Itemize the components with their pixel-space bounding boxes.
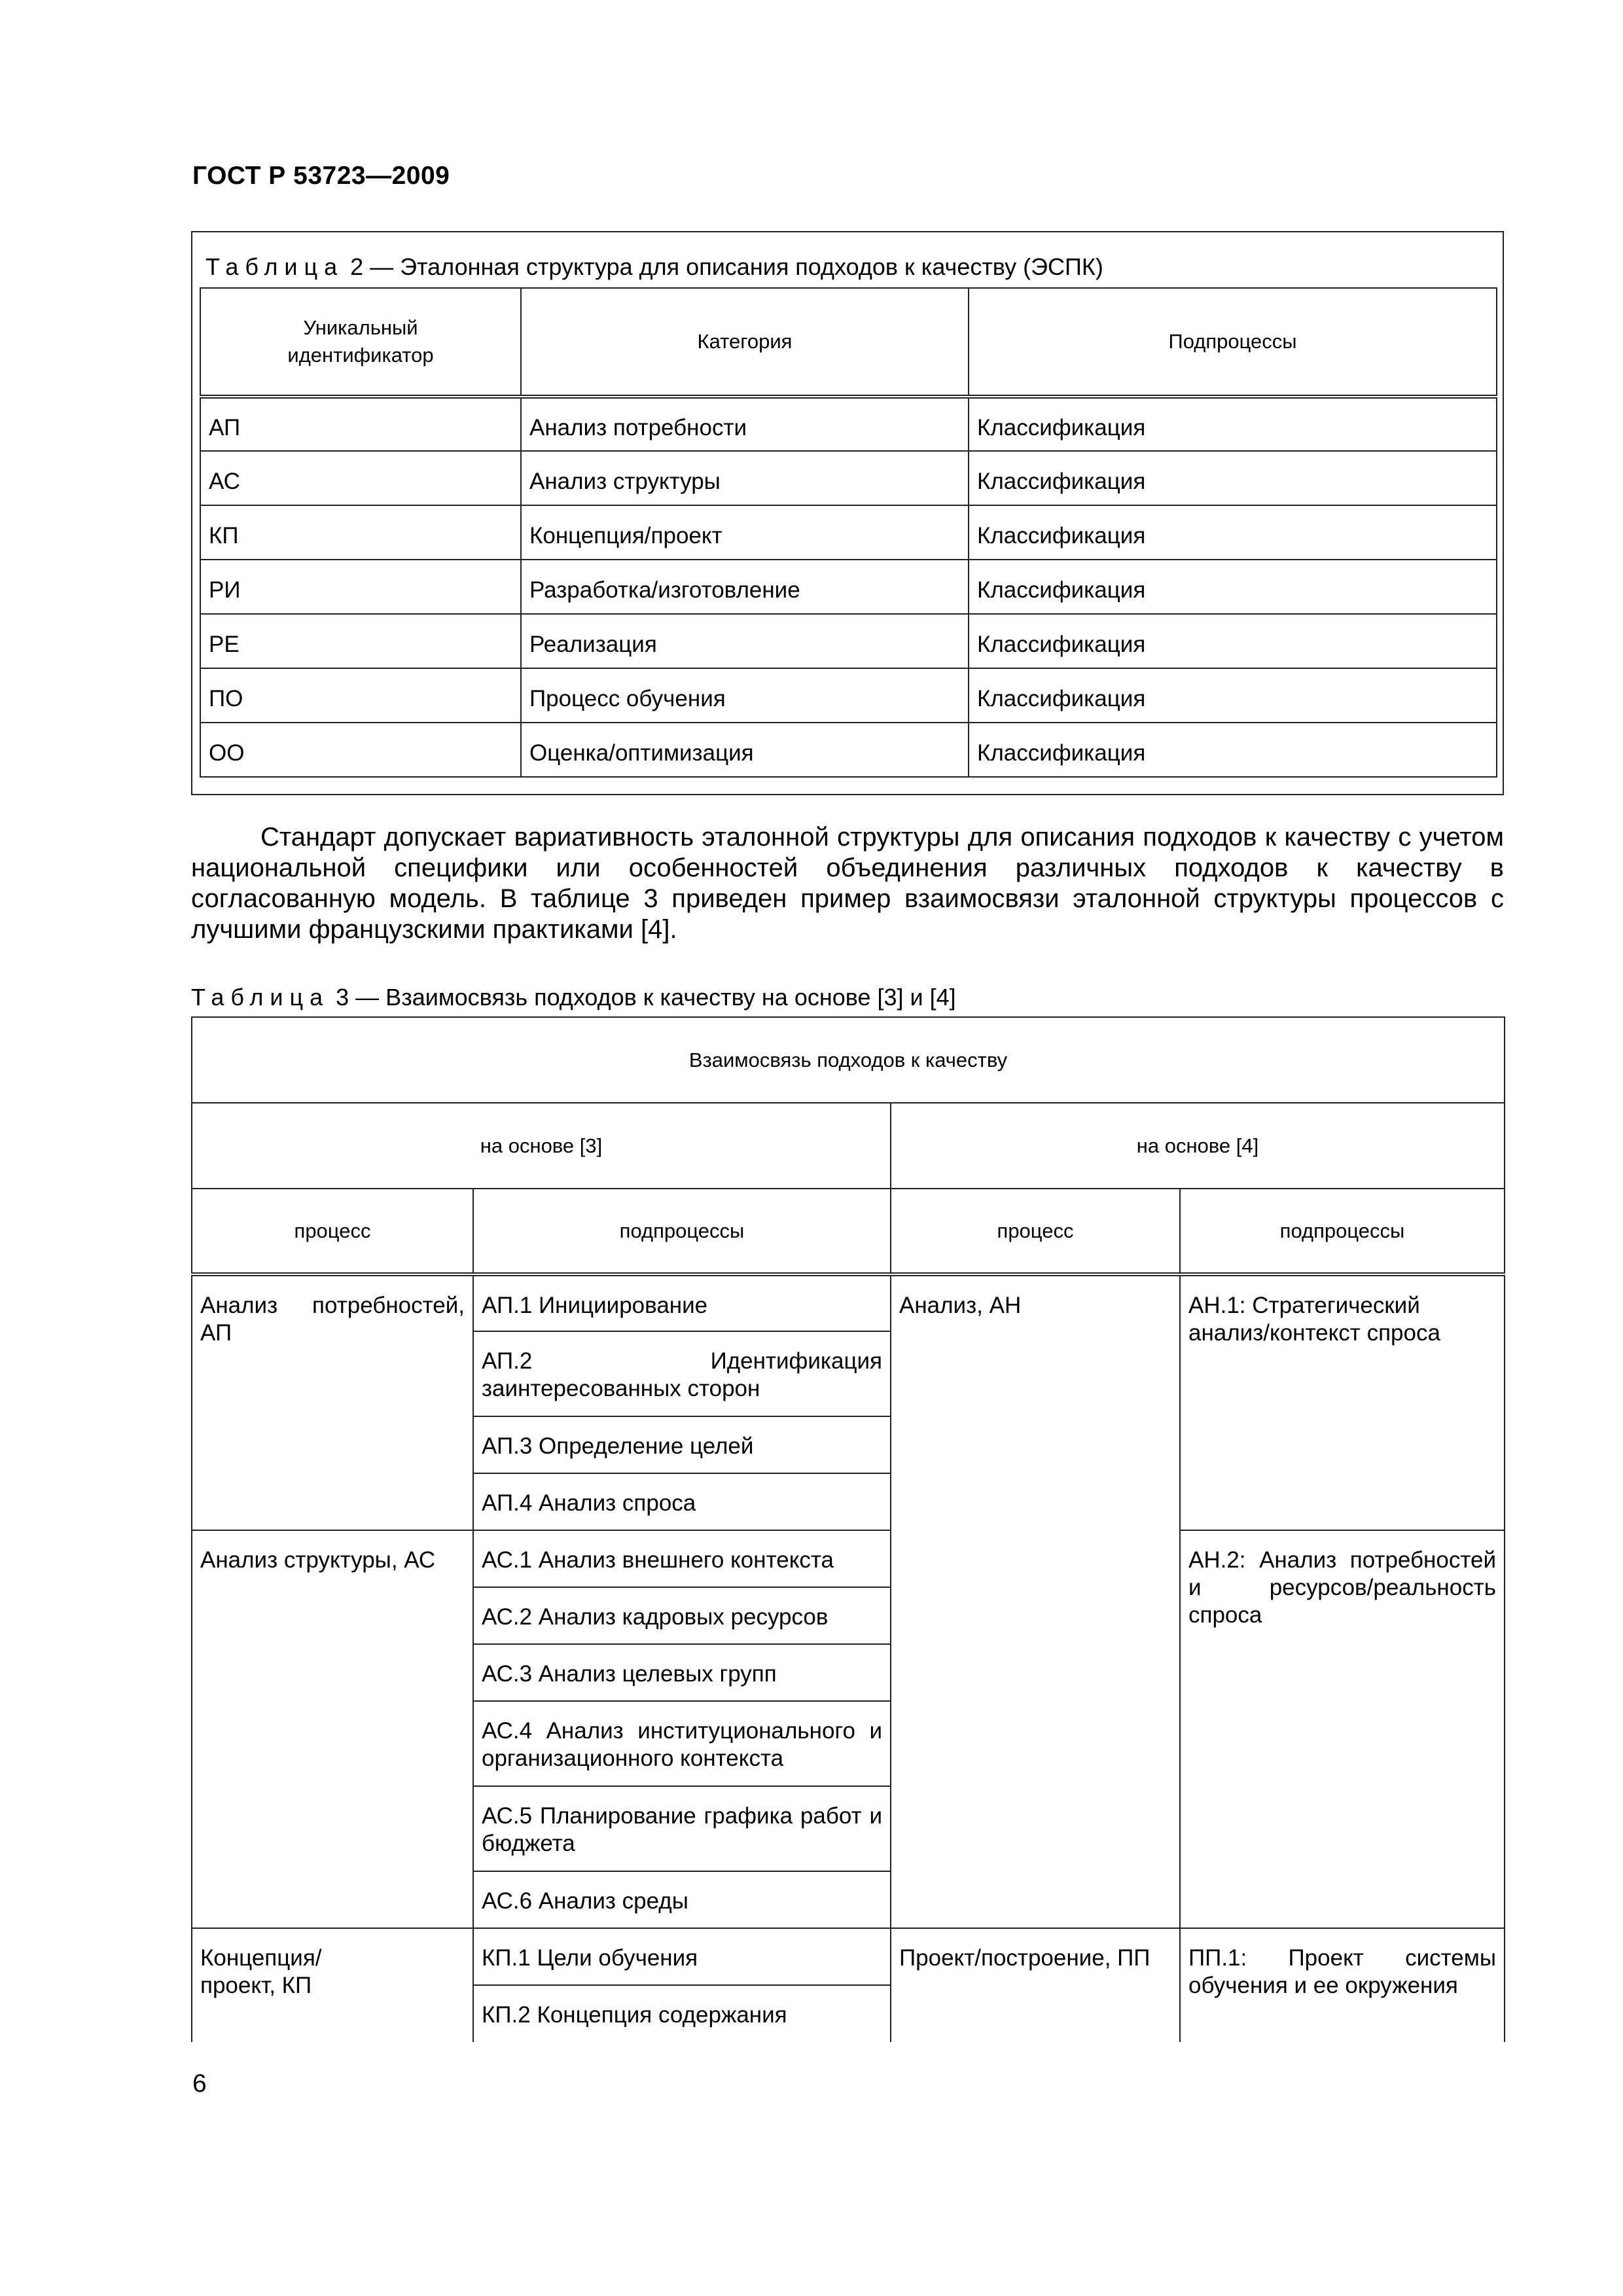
table-row xyxy=(200,451,1497,505)
table-cell: Классификация xyxy=(969,614,1497,668)
table-cell: АС.3 Анализ целевых групп xyxy=(473,1644,891,1701)
table-row xyxy=(192,1274,1505,1331)
table-cell: АС.5 Планирование графика работ и бюджета xyxy=(473,1786,891,1871)
table-cell: АС xyxy=(200,451,521,505)
table3-col-header: процесс xyxy=(891,1189,1180,1274)
table-cell: Проект/построение, ПП xyxy=(891,1928,1180,2042)
table2-header-cell: Категория xyxy=(521,288,969,397)
table-cell: АП.1 Инициирование xyxy=(473,1274,891,1331)
table-cell: РЕ xyxy=(200,614,521,668)
table3-header-row xyxy=(192,1103,1505,1189)
document-header: ГОСТ Р 53723—2009 xyxy=(192,162,450,190)
table-row xyxy=(200,614,1497,668)
table-cell: Анализ потребностей, АП xyxy=(192,1274,473,1530)
table-cell: АН.2: Анализ потребностей и ресурсов/реальность спроса xyxy=(1180,1530,1505,1928)
table-cell: Концепция/проект xyxy=(521,505,969,560)
table-cell: Классификация xyxy=(969,723,1497,777)
table3-caption xyxy=(191,984,956,1011)
table-cell: АС.1 Анализ внешнего контекста xyxy=(473,1530,891,1587)
table-row xyxy=(192,1530,1505,1587)
table-cell: Анализ структуры xyxy=(521,451,969,505)
table-cell: РИ xyxy=(200,560,521,614)
table-cell: АП.3 Определение целей xyxy=(473,1416,891,1473)
table-cell: Классификация xyxy=(969,668,1497,723)
page-number: 6 xyxy=(192,2070,207,2098)
table3-header-group: на основе [3] xyxy=(192,1103,891,1189)
table-cell: АП.2 Идентификация заинтересованных сторон xyxy=(473,1331,891,1416)
table-cell: Анализ, АН xyxy=(891,1274,1180,1928)
table-row xyxy=(200,668,1497,723)
table-row xyxy=(200,723,1497,777)
table2-header-cell: Подпроцессы xyxy=(969,288,1497,397)
table2-caption-text: 2 — Эталонная структура для описания подходов к качеству (ЭСПК) xyxy=(344,253,1103,280)
body-paragraph xyxy=(191,822,1504,945)
table3-header-row xyxy=(192,1017,1505,1103)
table-cell: КП xyxy=(200,505,521,560)
table-cell: Реализация xyxy=(521,614,969,668)
table3-col-header: подпроцессы xyxy=(473,1189,891,1274)
table-cell: АС.4 Анализ институционального и организационного контекста xyxy=(473,1701,891,1786)
table-cell: ПО xyxy=(200,668,521,723)
table3-col-header: процесс xyxy=(192,1189,473,1274)
table-cell: АП xyxy=(200,397,521,451)
table-row xyxy=(200,560,1497,614)
table-cell: ОО xyxy=(200,723,521,777)
table2-header-row xyxy=(200,288,1497,397)
paragraph-text: Стандарт допускает вариативность эталонной структуры для описания подходов к качеству с учетом национальной специфики или особенностей объединения различных подходов к качеству в согласованную модель. В таблице 3 приведен пример взаимосвязи эталонной структуры процессов с лучшими французскими практиками [4]. xyxy=(191,823,1504,944)
table-cell: Оценка/оптимизация xyxy=(521,723,969,777)
table3-caption-label: Таблица xyxy=(191,984,330,1011)
table-cell: КП.2 Концепция содержания xyxy=(473,1985,891,2042)
table-cell: Анализ потребности xyxy=(521,397,969,451)
table-row xyxy=(200,505,1497,560)
table3-caption-text: 3 — Взаимосвязь подходов к качеству на основе [3] и [4] xyxy=(329,984,956,1011)
table-cell: Разработка/изготовление xyxy=(521,560,969,614)
table2-caption xyxy=(205,253,1103,281)
table-cell: ПП.1: Проект системы обучения и ее окружения xyxy=(1180,1928,1505,2042)
table-cell: Классификация xyxy=(969,560,1497,614)
table-cell: Процесс обучения xyxy=(521,668,969,723)
table-cell: АС.6 Анализ среды xyxy=(473,1871,891,1928)
table-cell: Классификация xyxy=(969,397,1497,451)
table-row xyxy=(192,1928,1505,1985)
table3-header-group: на основе [4] xyxy=(891,1103,1505,1189)
table2-header-cell: Уникальный идентификатор xyxy=(200,288,521,397)
table2-caption-label: Таблица xyxy=(205,253,344,280)
table-cell: АС.2 Анализ кадровых ресурсов xyxy=(473,1587,891,1644)
table3-col-header: подпроцессы xyxy=(1180,1189,1505,1274)
table-cell: Концепция/ проект, КП xyxy=(192,1928,473,2042)
table3-header-row xyxy=(192,1189,1505,1274)
table-cell: Анализ структуры, АС xyxy=(192,1530,473,1928)
table3 xyxy=(191,1016,1505,2042)
table-row xyxy=(200,397,1497,451)
table3-header-top: Взаимосвязь подходов к качеству xyxy=(192,1017,1505,1103)
table-cell: Классификация xyxy=(969,451,1497,505)
table-cell: АП.4 Анализ спроса xyxy=(473,1473,891,1530)
table2 xyxy=(200,287,1497,778)
table-cell: Классификация xyxy=(969,505,1497,560)
table-cell: АН.1: Стратегический анализ/контекст спроса xyxy=(1180,1274,1505,1530)
table-cell: КП.1 Цели обучения xyxy=(473,1928,891,1985)
